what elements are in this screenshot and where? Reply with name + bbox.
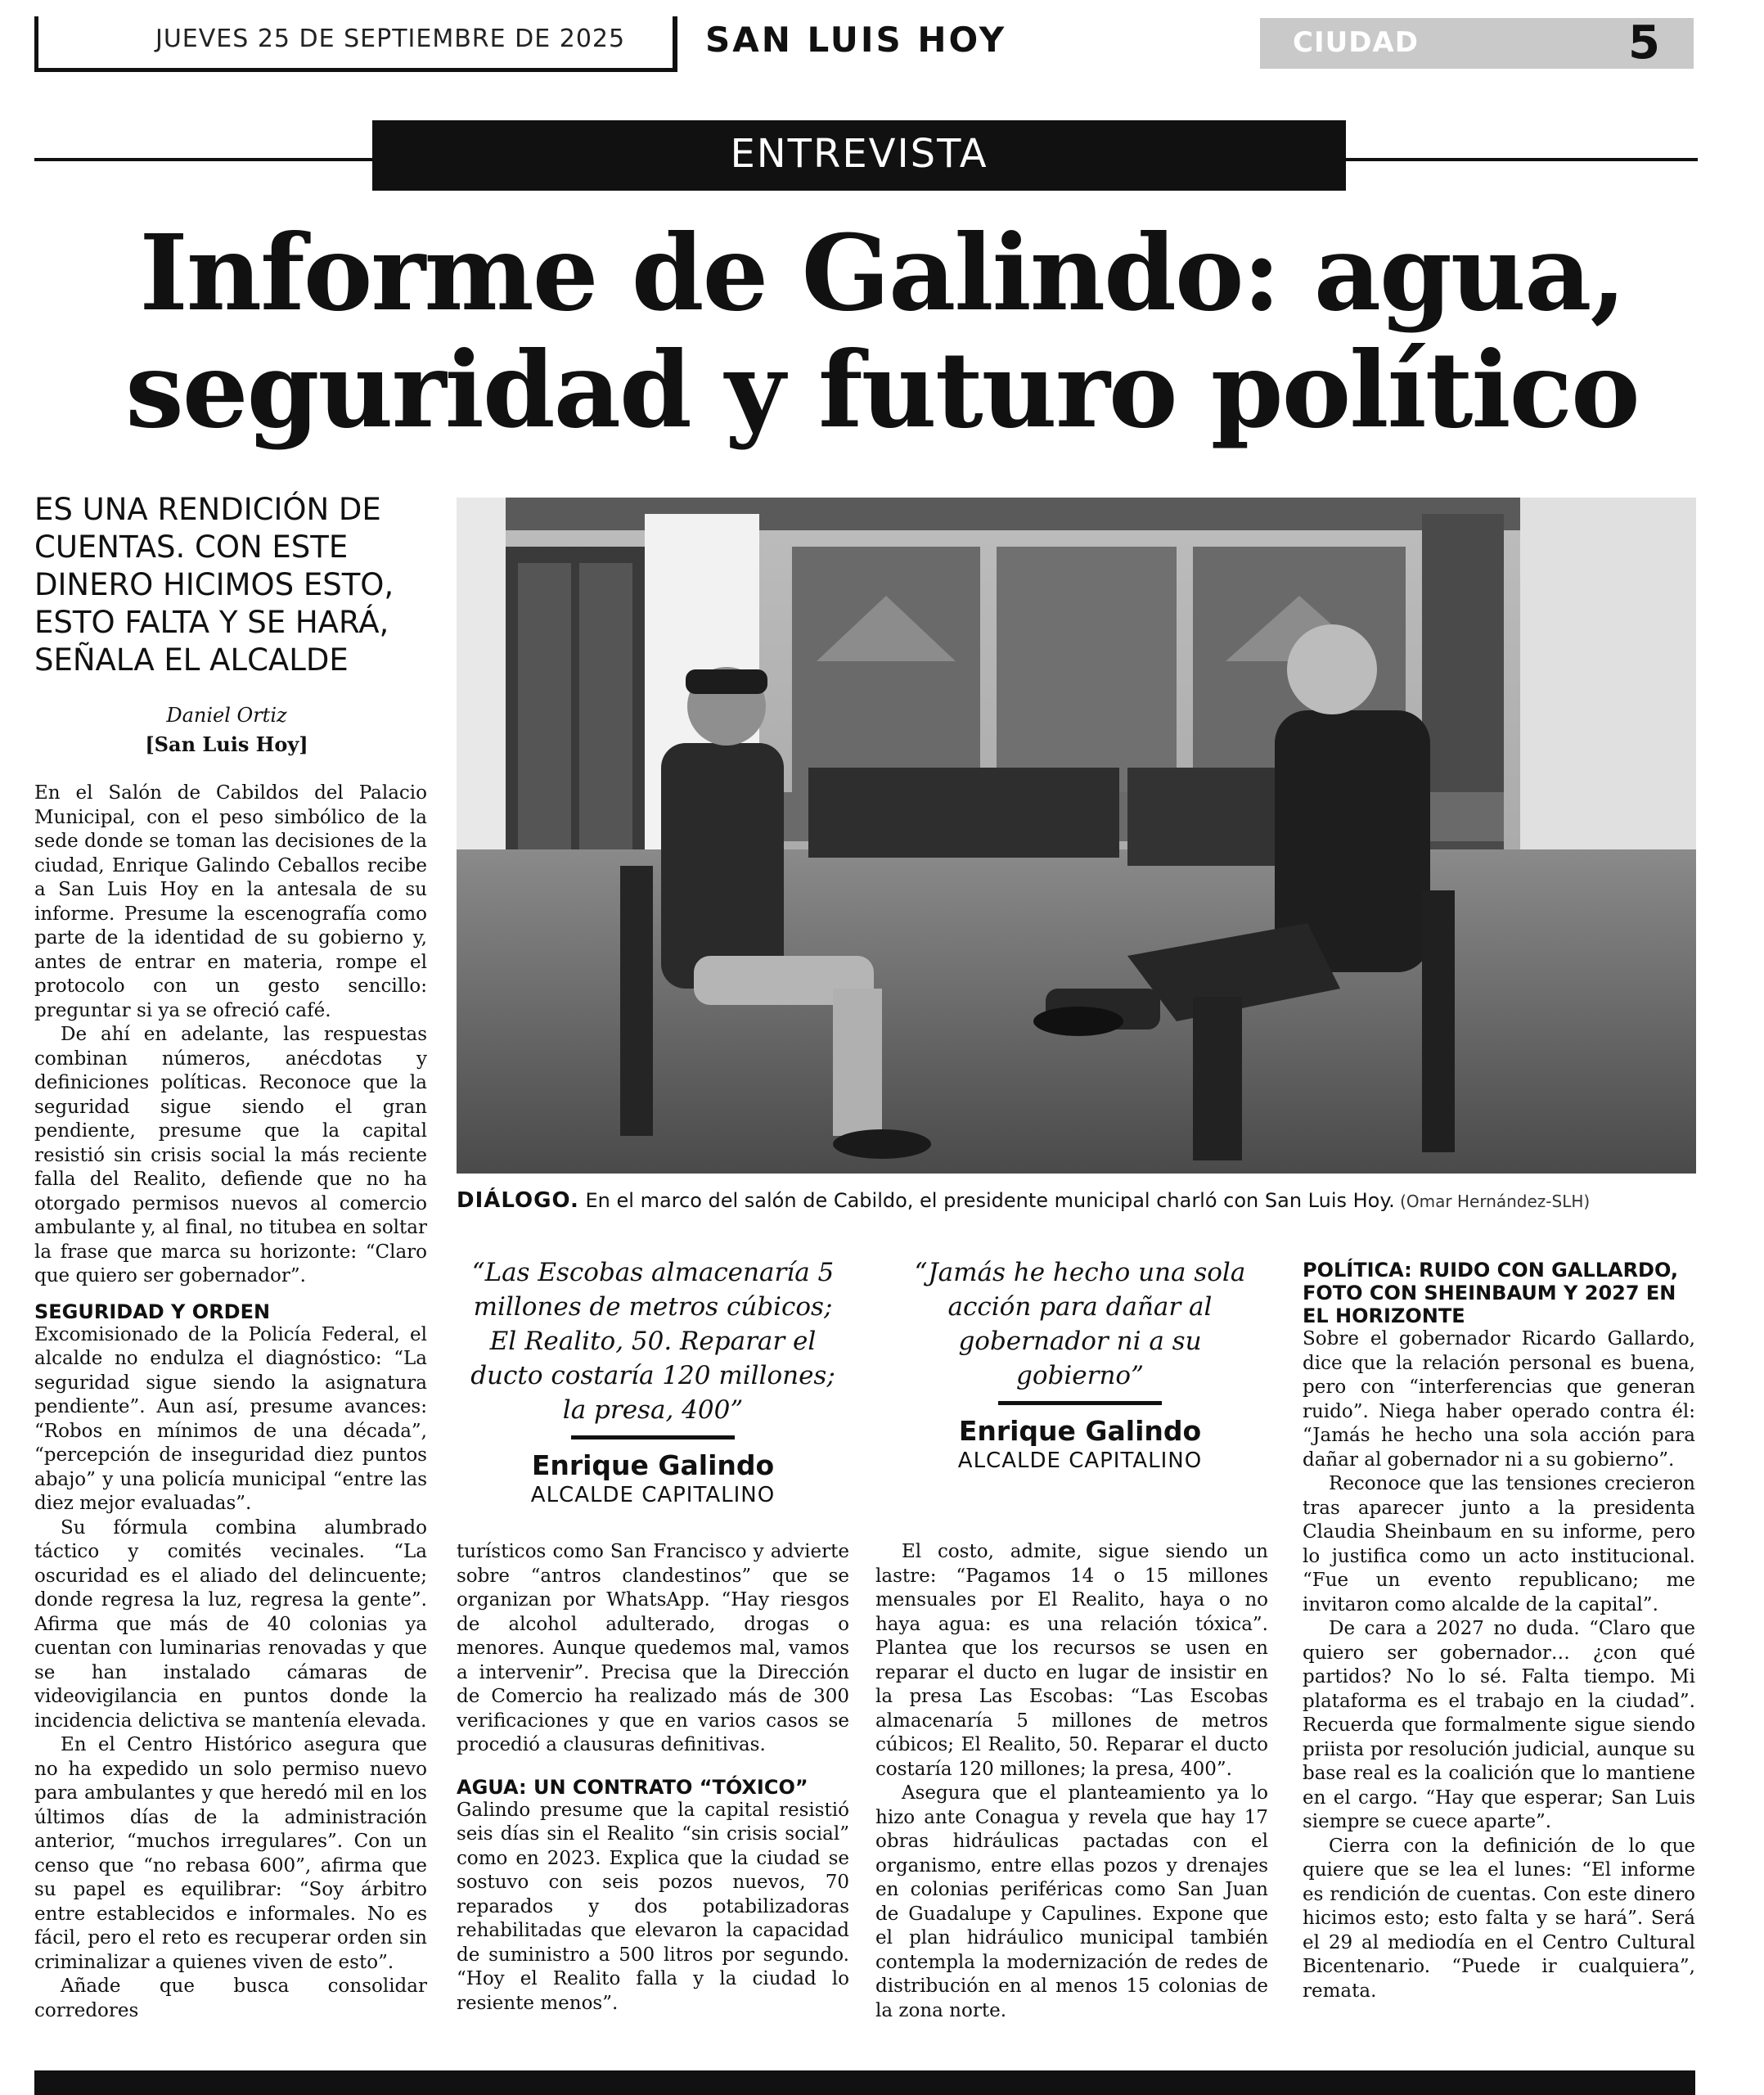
caption-lead: DIÁLOGO.: [457, 1188, 579, 1213]
article-column-2: [457, 1540, 849, 2016]
pull-quote-rule: [571, 1435, 735, 1439]
pull-quote-text: “Jamás he hecho una sola acción para dañar al gobernador ni a su gobierno”: [914, 1258, 1246, 1390]
pull-quote-attribution: Enrique Galindo: [958, 1415, 1202, 1447]
paragraph: Asegura que el planteamiento ya lo hizo ante Conagua y revela que hay 17 obras hidráulicas pactadas con el organismo, entre ellas pozos y drenajes en colonias periféricas como San Juan de Guadalupe y Capulines. Expone que el plan hidráulico municipal también contempla la modernización de redes de distribución en al menos 15 colonias de la zona norte.: [875, 1782, 1268, 2021]
pull-quote-attribution: Enrique Galindo: [531, 1449, 775, 1481]
byline-author: Daniel Ortiz: [166, 704, 287, 727]
pull-quote-1: [457, 1255, 849, 1508]
interview-photo: [457, 498, 1696, 1174]
paragraph: Cierra con la definición de lo que quiere que se lea el lunes: “El informe es rendición de cuentas. Con este dinero hicimos esto; esto falta y se hará”. Será el 29 al mediodía en el Centro Cultural Bicentenario. “Puede ir cualquiera”, remata.: [1303, 1835, 1695, 2002]
paragraph: En el Centro Histórico asegura que no ha expedido un solo permiso nuevo para ambulantes y que heredó mil en los últimos días de la administración anterior, “muchos irregulares”. Con un censo que “no rebasa 600”, afirma que su papel es equilibrar: “Soy árbitro entre establecidos e informales. No es fácil, pero el reto es recuperar orden sin criminalizar a quienes viven de esto”.: [34, 1734, 427, 1973]
headline-line-2: seguridad y futuro político: [125, 329, 1639, 451]
section-name: CIUDAD: [1293, 26, 1419, 59]
paragraph: Sobre el gobernador Ricardo Gallardo, dice que la relación personal es buena, pero con “interferencias que generan ruido”. Niega haber operado contra él: “Jamás he hecho una sola acción para dañar al gobernador ni a su gobierno”.: [1303, 1328, 1695, 1471]
footer-bar: [34, 2070, 1695, 2095]
caption-text: En el marco del salón de Cabildo, el presidente municipal charló con San Luis Hoy.: [578, 1189, 1395, 1212]
paragraph: turísticos como San Francisco y advierte sobre “antros clandestinos” que se organizan por WhatsApp. “Hay riesgos de alcohol adulterado, drogas o menores. Aunque quedemos mal, vamos a intervenir”. Precisa que la Dirección de Comercio ha realizado más de 300 verificaciones y que en varios casos se procedió a clausuras definitivas.: [457, 1541, 849, 1755]
paragraph: De ahí en adelante, las respuestas combinan números, anécdotas y definiciones políticas. Reconoce que la seguridad sigue siendo el gran pendiente, presume que la capital resistió sin crisis social la más reciente falla del Realito, defiende que no ha otorgado permisos nuevos al comercio ambulante y, al final, no titubea en soltar la frase que marca su horizonte: “Claro que quiero ser gobernador”.: [34, 1024, 427, 1286]
pull-quote-text: “Las Escobas almacenaría 5 millones de metros cúbicos; El Realito, 50. Reparar el ducto costaría 120 millones; la presa, 400”: [470, 1258, 835, 1425]
photo-caption: [457, 1188, 1696, 1213]
paragraph: En el Salón de Cabildos del Palacio Municipal, con el peso simbólico de la sede donde se toman las decisiones de la ciudad, Enrique Galindo Ceballos recibe a San Luis Hoy en la antesala de su informe. Presume la escenografía como parte de la identidad de su gobierno y, antes de entrar en materia, rompe el protocolo con un gesto sencillo: preguntar si ya se ofreció café.: [34, 782, 427, 1021]
pull-quote-role: ALCALDE CAPITALINO: [530, 1483, 776, 1507]
header-left-rule: [34, 16, 38, 72]
article-column-4: [1303, 1259, 1695, 2003]
pull-quote-2: [892, 1255, 1268, 1474]
pull-quote-role: ALCALDE CAPITALINO: [957, 1448, 1203, 1473]
subhead-seguridad: SEGURIDAD Y ORDEN: [34, 1300, 271, 1323]
newspaper-name: SAN LUIS HOY: [705, 20, 1007, 60]
paragraph: Excomisionado de la Policía Federal, el alcalde no endulza el diagnóstico: “La seguridad sigue siendo la asignatura pendiente”. Aun así, presume avances: “Robos en mínimos de una década”, “percepción de inseguridad diez puntos abajo” y una policía municipal “entre las diez mejor evaluadas”.: [34, 1323, 427, 1514]
subhead-agua: AGUA: UN CONTRATO “TÓXICO”: [457, 1775, 808, 1799]
article-column-3: [875, 1540, 1268, 2023]
paragraph: Reconoce que las tensiones crecieron tras aparecer junto a la presidenta Claudia Sheinbaum en su informe, pero lo justifica como un acto institucional. “Fue un evento republicano; me invitaron como alcalde de la capital”.: [1303, 1473, 1695, 1615]
edition-date: JUEVES 25 DE SEPTIEMBRE DE 2025: [155, 25, 626, 53]
article-headline: [0, 212, 1764, 451]
header-divider: [673, 16, 677, 72]
header-bottom-rule: [34, 68, 673, 72]
page-number: 5: [1628, 16, 1660, 70]
headline-line-1: Informe de Galindo: agua,: [139, 212, 1625, 334]
pull-quote-rule: [998, 1401, 1162, 1405]
paragraph: El costo, admite, sigue siendo un lastre: “Pagamos 14 o 15 millones mensuales por El Realito, haya o no haya agua: es una relación tóxica”. Plantea que los recursos se usen en reparar el ducto en lugar de insistir en la presa Las Escobas: “Las Escobas almacenaría 5 millones de metros cúbicos; El Realito, 50. Reparar el ducto costaría 120 millones; la presa, 400”.: [875, 1541, 1268, 1780]
banner-rule-right: [1346, 158, 1698, 161]
subhead-politica: POLÍTICA: RUIDO CON GALLARDO, FOTO CON SHEINBAUM Y 2027 EN EL HORIZONTE: [1303, 1259, 1678, 1327]
paragraph: De cara a 2027 no duda. “Claro que quiero ser gobernador… ¿con qué partidos? No lo sé. Falta tiempo. Mi plataforma es el trabajo en la ciudad”. Recuerda que formalmente sigue siendo priista por resolución judicial, aunque su base real es la coalición que lo mantiene en el cargo. “Hay que esperar; San Luis siempre se cuece aparte”.: [1303, 1618, 1695, 1832]
kicker-label: ENTREVISTA: [730, 131, 988, 177]
paragraph: Añade que busca consolidar corredores: [34, 1976, 427, 2021]
article-deck: ES UNA RENDICIÓN DE CUENTAS. CON ESTE DINERO HICIMOS ESTO, ESTO FALTA Y SE HARÁ, SEÑALA EL ALCALDE: [34, 492, 394, 678]
byline-outlet: [San Luis Hoy]: [145, 732, 308, 756]
interview-photo-illustration: [457, 498, 1696, 1174]
article-column-1: [34, 782, 427, 2023]
banner-rule-left: [34, 158, 372, 161]
paragraph: Galindo presume que la capital resistió seis días sin el Realito “sin crisis social” como en 2023. Explica que la ciudad se sostuvo con seis pozos nuevos, 70 reparados y dos potabilizadoras rehabilitadas que elevaron la capacidad de suministro a 500 litros por segundo. “Hoy el Realito falla y la ciudad lo resiente menos”.: [457, 1799, 849, 2014]
photo-credit: (Omar Hernández-SLH): [1394, 1192, 1591, 1211]
paragraph: Su fórmula combina alumbrado táctico y comités vecinales. “La oscuridad es el aliado del delincuente; donde regresa la luz, regresa la gente”. Afirma que más de 40 colonias ya cuentan con luminarias renovadas y que se han instalado cámaras de videovigilancia en puntos donde la incidencia delictiva se mantenía elevada.: [34, 1516, 427, 1732]
